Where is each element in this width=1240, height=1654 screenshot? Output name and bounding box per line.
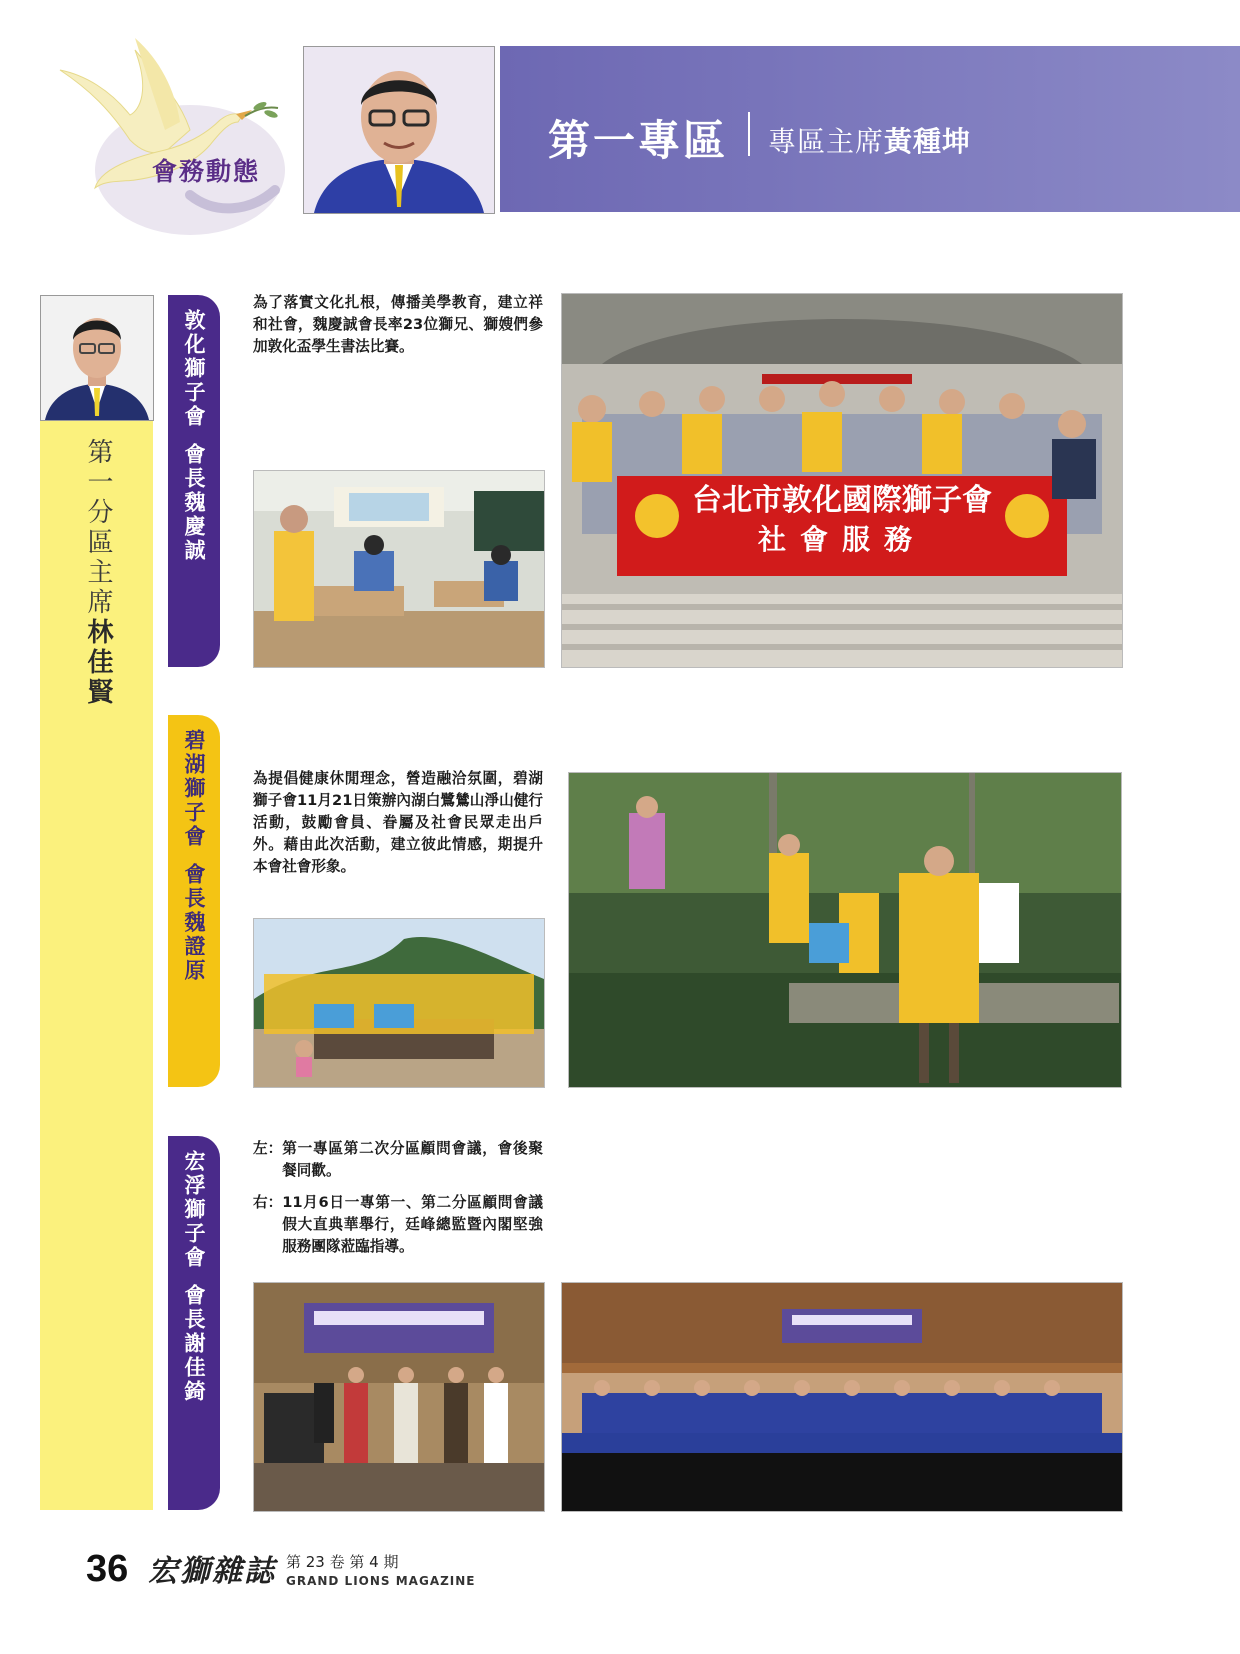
zone-chair-role: 專區主席 [768, 125, 885, 158]
magazine-title-en: GRAND LIONS MAGAZINE [286, 1574, 476, 1588]
club-name: 敦化獅子會 [182, 309, 206, 429]
district-role: 第一分區主席 [83, 438, 113, 618]
captions-hongfu [253, 1138, 543, 1258]
zone-chair-photo [303, 46, 495, 214]
photo-meeting-banquet [561, 1282, 1123, 1512]
club-president: 會長魏慶誠 [182, 443, 206, 563]
district-chair-name: 林佳賢 [83, 618, 113, 708]
club-tab-hongfu [168, 1136, 220, 1510]
caption-label: 右： [253, 1194, 283, 1211]
club-name: 宏浮獅子會 [182, 1150, 206, 1270]
photo-meeting-stage [253, 1282, 545, 1512]
district-chair-photo [40, 295, 154, 421]
photo-calligraphy-classroom [253, 470, 545, 668]
photo-bihu-group [253, 918, 545, 1088]
magazine-issue: 第 23 卷 第 4 期 [286, 1553, 399, 1571]
club-president: 會長魏證原 [182, 863, 206, 983]
zone-chair-name: 黃種坤 [884, 125, 972, 158]
caption-text: 11月6日一專第一、第二分區顧問會議假大直典華舉行，廷峰總監暨內閣堅強服務團隊蒞臨指導。 [282, 1194, 543, 1255]
club-text-bihu: 為提倡健康休閒理念，營造融洽氛圍，碧湖獅子會11月21日策辦內湖白鷺鷥山淨山健行活動，鼓勵會員、眷屬及社會民眾走出戶外。藉由此次活動，建立彼此情感，期提升本會社會形象。 [253, 770, 543, 875]
caption-label: 左： [253, 1140, 283, 1157]
banner-text-line2: 社會服務 [757, 523, 927, 556]
photo-dunhua-group [561, 293, 1123, 668]
caption-text: 第一專區第二次分區顧問會議，會後聚餐同歡。 [282, 1140, 543, 1179]
club-president: 會長謝佳錡 [182, 1284, 206, 1404]
caption-right [253, 1192, 543, 1258]
zone-chair [768, 120, 971, 160]
district-chair-title [83, 438, 113, 708]
club-name: 碧湖獅子會 [182, 729, 206, 849]
page-number: 36 [86, 1548, 129, 1590]
caption-left [253, 1138, 543, 1182]
photo-bihu-hiking [568, 772, 1122, 1088]
magazine-title-cn: 宏獅雜誌 [148, 1554, 276, 1589]
club-tab-dunhua [168, 295, 220, 667]
banner-divider [748, 112, 750, 156]
club-text-dunhua: 為了落實文化扎根，傳播美學教育，建立祥和社會，魏慶誠會長率23位獅兄、獅嫂們參加敦化盃學生書法比賽。 [253, 294, 543, 355]
dove-icon [40, 30, 290, 240]
banner-text-line1: 台北市敦化國際獅子會 [692, 483, 992, 518]
club-tab-bihu [168, 715, 220, 1087]
dove-logo [40, 30, 290, 240]
zone-title: 第一專區 [548, 116, 729, 165]
section-label: 會務動態 [152, 157, 261, 186]
